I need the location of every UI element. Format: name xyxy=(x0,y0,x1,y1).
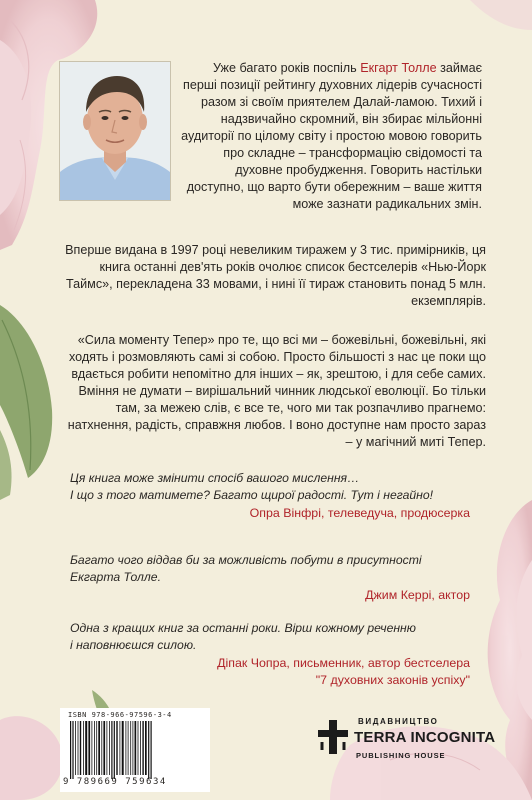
barcode-bar xyxy=(140,721,141,775)
barcode-bar xyxy=(75,721,76,775)
quote-attribution: Діпак Чопра, письменник, автор бестселера "7 духовних законів успіху" xyxy=(217,656,470,687)
barcode-bar xyxy=(116,721,117,775)
barcode-bar xyxy=(78,721,79,775)
barcode-number: 9 789669 759634 xyxy=(63,777,167,787)
barcode-bar xyxy=(109,721,110,775)
barcode-bar xyxy=(126,721,127,775)
barcode-bar xyxy=(148,721,149,779)
barcode-bar xyxy=(92,721,93,775)
publisher-top: ВИДАВНИЦТВО xyxy=(358,717,439,726)
barcode-bar xyxy=(98,721,100,775)
barcode-bar xyxy=(70,721,71,779)
barcode-bar xyxy=(107,721,108,775)
barcode-bar xyxy=(138,721,139,775)
barcode-bar xyxy=(128,721,129,775)
quote-text: Одна з кращих книг за останні роки. Вірш кожному реченню і наповнюєшся силою. xyxy=(70,621,416,652)
barcode-bar xyxy=(80,721,81,775)
barcode-bar xyxy=(72,721,73,779)
barcode-bar xyxy=(85,721,87,775)
quote-text: Ця книга може змінити спосіб вашого мислення… І що з того матимете? Багато щирої радості. Тут і негайно! xyxy=(70,471,434,502)
barcode-bar xyxy=(151,721,152,779)
author-bio: Уже багато років поспіль Екгарт Толле займає перші позиції рейтингу духовних лідерів сучасності разом зі своїм приятелем Далай-ламою. Тихий і надзвичайно скромний, він збирає мільйонні аудиторії по цілому світу і простою мовою говорить про складне – трансформацію свідомості та духовне пробудження. Говорить настільки доступно, що варто бути обережним – ваше життя може зазнати радикальних змін. xyxy=(181,61,482,211)
barcode-bar xyxy=(120,721,121,775)
quote-attribution: Опра Вінфрі, телеведуча, продюсерка xyxy=(249,506,470,520)
barcode-bar xyxy=(101,721,102,775)
barcode-bar xyxy=(145,721,147,775)
barcode-bar xyxy=(130,721,131,775)
publisher-logo xyxy=(318,714,498,764)
quote-text: Багато чого віддав би за можливість побути в присутності Екгарта Толле. xyxy=(70,553,422,584)
barcode-bar xyxy=(114,721,115,779)
barcode-bar xyxy=(94,721,95,775)
barcode-bar xyxy=(111,721,112,779)
publication-paragraph: Вперше видана в 1997 році невеликим тиражем у 3 тис. примірників, ця книга останні дев'ять років очолює список бестселерів «Нью-Йорк Таймс», перекладена 33 мовами, і нині її тираж становить понад 5 млн. екземплярів. xyxy=(65,243,486,308)
description-paragraph: «Сила моменту Тепер» про те, що всі ми – божевільні, божевільні, які ходять і розмовляють самі зі собою. Просто більшості з нас це поки що вдається робити непомітно для інших – як, зрештою, і для себе самих. Вміння не думати – вирішальний чинник людської еволюції. Бо тільки там, за межею слів, є все те, чого ми так розпачливо прагнемо: натхнення, радість, справжня любов. І воно доступне нам просто зараз – у магічний миті Тепер. xyxy=(67,333,486,449)
barcode-bar xyxy=(122,721,124,775)
quote-attribution: Джим Керрі, актор xyxy=(365,588,470,602)
barcode-bar xyxy=(96,721,97,775)
barcode-bar xyxy=(83,721,84,775)
barcode-bar xyxy=(88,721,90,775)
barcode-bar xyxy=(135,721,137,775)
publisher-name: TERRA INCOGNITA xyxy=(354,729,496,746)
author-photo xyxy=(60,62,170,200)
author-name: Екгарт Толле xyxy=(360,61,437,75)
barcode-bar xyxy=(133,721,134,775)
isbn-label: ISBN 978-966-97596-3-4 xyxy=(68,711,172,719)
isbn-barcode xyxy=(60,708,210,792)
cross-icon xyxy=(318,720,348,754)
barcode-bar xyxy=(142,721,143,775)
publisher-bottom: PUBLISHING HOUSE xyxy=(356,751,446,760)
barcode-bar xyxy=(103,721,105,775)
